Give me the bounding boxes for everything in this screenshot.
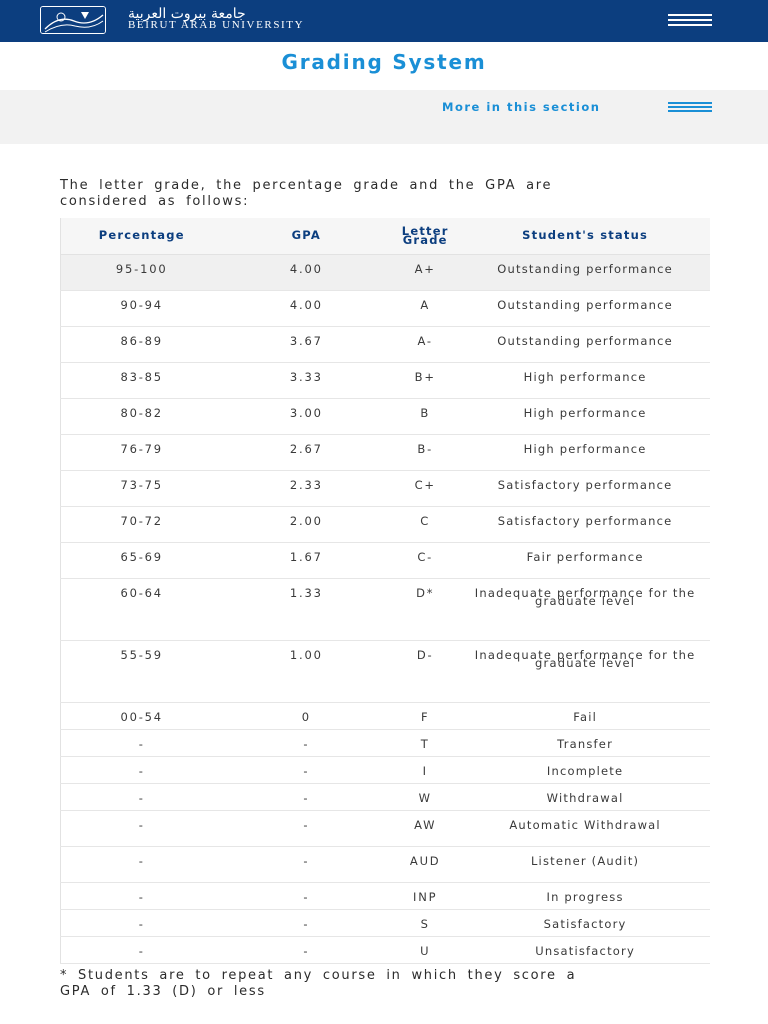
letter-grade-cell: I (390, 756, 460, 783)
status-cell: Automatic Withdrawal (460, 810, 710, 846)
letter-grade-cell: AUD (390, 846, 460, 882)
status-cell: Transfer (460, 729, 710, 756)
top-navigation-bar (0, 0, 768, 42)
gpa-cell: 0 (222, 702, 390, 729)
gpa-cell: 3.00 (222, 398, 390, 434)
table-row (61, 909, 711, 936)
table-row (61, 702, 711, 729)
percentage-cell: 80-82 (61, 398, 223, 434)
status-cell: Satisfactory performance (460, 506, 710, 542)
gpa-cell: - (222, 909, 390, 936)
status-cell: Inadequate performance for the graduate level (460, 578, 710, 640)
university-name-arabic: جامعة بيروت العربية (128, 6, 246, 22)
table-header-row (61, 218, 711, 254)
percentage-cell: 73-75 (61, 470, 223, 506)
percentage-cell: 83-85 (61, 362, 223, 398)
status-cell: High performance (460, 434, 710, 470)
percentage-cell: - (61, 729, 223, 756)
gpa-cell: 1.67 (222, 542, 390, 578)
table-row (61, 326, 711, 362)
letter-grade-cell: INP (390, 882, 460, 909)
status-cell: High performance (460, 362, 710, 398)
more-in-this-section-link[interactable]: More in this section (442, 100, 601, 114)
status-cell: High performance (460, 398, 710, 434)
gpa-cell: - (222, 810, 390, 846)
gpa-cell: 3.33 (222, 362, 390, 398)
percentage-cell: 65-69 (61, 542, 223, 578)
gpa-cell: - (222, 729, 390, 756)
status-cell: Incomplete (460, 756, 710, 783)
letter-grade-cell: A+ (390, 254, 460, 290)
gpa-cell: - (222, 936, 390, 963)
letter-grade-cell: S (390, 909, 460, 936)
status-cell: Outstanding performance (460, 290, 710, 326)
percentage-cell: - (61, 936, 223, 963)
gpa-cell: 1.00 (222, 640, 390, 702)
letter-grade-cell: C+ (390, 470, 460, 506)
letter-grade-cell: A (390, 290, 460, 326)
table-row (61, 936, 711, 963)
university-name-english: BEIRUT ARAB UNIVERSITY (128, 19, 305, 31)
table-row (61, 506, 711, 542)
intro-text: The letter grade, the percentage grade and the GPA are considered as follows: (60, 178, 553, 209)
gpa-cell: 2.67 (222, 434, 390, 470)
gpa-cell: 4.00 (222, 254, 390, 290)
percentage-cell: - (61, 909, 223, 936)
status-cell: Outstanding performance (460, 254, 710, 290)
table-row (61, 846, 711, 882)
letter-grade-cell: D- (390, 640, 460, 702)
percentage-cell: 60-64 (61, 578, 223, 640)
table-row (61, 470, 711, 506)
table-row (61, 729, 711, 756)
page-title: Grading System (281, 50, 487, 74)
table-row (61, 783, 711, 810)
status-cell: Outstanding performance (460, 326, 710, 362)
status-cell: In progress (460, 882, 710, 909)
letter-grade-cell: B (390, 398, 460, 434)
gpa-cell: - (222, 882, 390, 909)
percentage-cell: 95-100 (61, 254, 223, 290)
gpa-cell: - (222, 783, 390, 810)
percentage-cell: 55-59 (61, 640, 223, 702)
table-row (61, 542, 711, 578)
gpa-cell: - (222, 846, 390, 882)
section-menu-icon[interactable] (668, 102, 712, 114)
percentage-cell: - (61, 783, 223, 810)
gpa-cell: 3.67 (222, 326, 390, 362)
table-row (61, 254, 711, 290)
gpa-cell: 2.33 (222, 470, 390, 506)
letter-grade-cell: AW (390, 810, 460, 846)
gpa-cell: 1.33 (222, 578, 390, 640)
status-cell: Inadequate performance for the graduate level (460, 640, 710, 702)
percentage-cell: 76-79 (61, 434, 223, 470)
percentage-cell: - (61, 846, 223, 882)
percentage-cell: - (61, 810, 223, 846)
letter-grade-cell: U (390, 936, 460, 963)
status-cell: Listener (Audit) (460, 846, 710, 882)
gpa-cell: 4.00 (222, 290, 390, 326)
column-header-student-status: Student's status (460, 218, 710, 254)
percentage-cell: - (61, 882, 223, 909)
percentage-cell: 86-89 (61, 326, 223, 362)
column-header-gpa: GPA (222, 218, 390, 254)
footnote-text: * Students are to repeat any course in which they score a GPA of 1.33 (D) or less (60, 968, 577, 999)
percentage-cell: - (61, 756, 223, 783)
letter-grade-cell: A- (390, 326, 460, 362)
grading-table (60, 218, 710, 964)
column-header-letter-grade: Letter Grade (390, 218, 460, 254)
letter-grade-cell: F (390, 702, 460, 729)
table-row (61, 640, 711, 702)
percentage-cell: 90-94 (61, 290, 223, 326)
letter-grade-cell: T (390, 729, 460, 756)
table-row (61, 290, 711, 326)
column-header-percentage: Percentage (61, 218, 223, 254)
status-cell: Fail (460, 702, 710, 729)
status-cell: Satisfactory (460, 909, 710, 936)
letter-grade-cell: D* (390, 578, 460, 640)
letter-grade-cell: B- (390, 434, 460, 470)
status-cell: Fair performance (460, 542, 710, 578)
letter-grade-cell: B+ (390, 362, 460, 398)
gpa-cell: - (222, 756, 390, 783)
section-navigation-bar (0, 90, 768, 144)
table-row (61, 756, 711, 783)
table-row (61, 882, 711, 909)
percentage-cell: 00-54 (61, 702, 223, 729)
letter-grade-cell: C- (390, 542, 460, 578)
table-row (61, 434, 711, 470)
table-row (61, 362, 711, 398)
table-row (61, 810, 711, 846)
status-cell: Withdrawal (460, 783, 710, 810)
gpa-cell: 2.00 (222, 506, 390, 542)
status-cell: Satisfactory performance (460, 470, 710, 506)
table-row (61, 398, 711, 434)
percentage-cell: 70-72 (61, 506, 223, 542)
hamburger-menu-icon[interactable] (668, 14, 712, 30)
table-row (61, 578, 711, 640)
university-logo-icon[interactable] (40, 6, 106, 34)
status-cell: Unsatisfactory (460, 936, 710, 963)
letter-grade-cell: W (390, 783, 460, 810)
letter-grade-cell: C (390, 506, 460, 542)
